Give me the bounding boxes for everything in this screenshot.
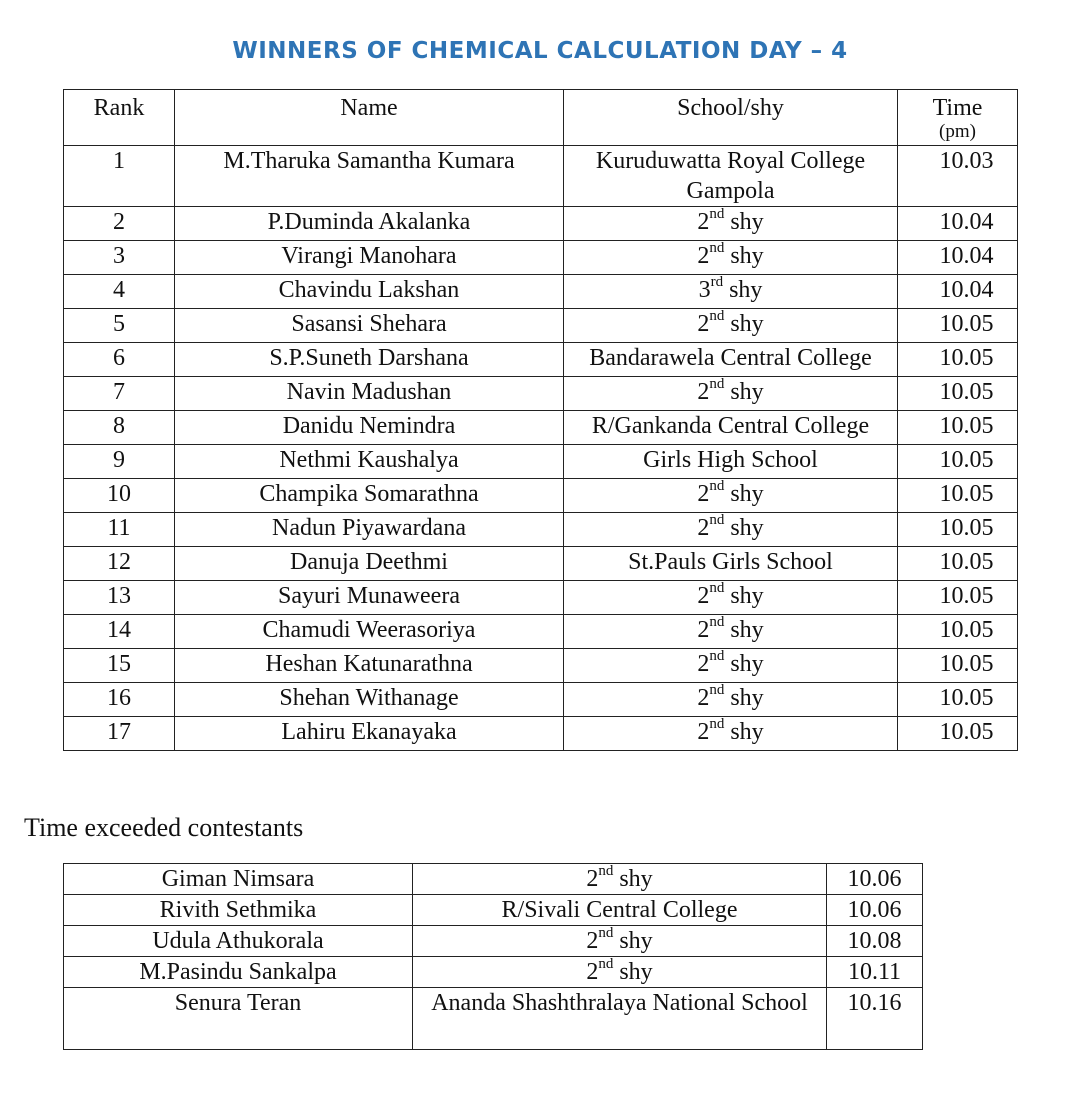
school-shy: shy — [613, 866, 653, 892]
table-row — [64, 445, 1018, 479]
cell-rank: 14 — [64, 615, 175, 649]
cell-time: 10.04 — [898, 275, 1018, 309]
school-shy: shy — [724, 311, 764, 337]
cell-name: Giman Nimsara — [64, 864, 413, 895]
school-ordinal-suffix: nd — [709, 580, 725, 596]
cell-rank: 1 — [64, 146, 175, 207]
cell-school — [564, 241, 898, 275]
cell-name: Danuja Deethmi — [175, 547, 564, 581]
cell-rank: 8 — [64, 411, 175, 445]
school-number: 2 — [697, 311, 710, 337]
school-text: Ananda Shashthralaya National School — [431, 990, 808, 1016]
cell-name: Rivith Sethmika — [64, 895, 413, 926]
cell-school — [564, 547, 898, 581]
cell-name: Danidu Nemindra — [175, 411, 564, 445]
cell-time: 10.05 — [898, 479, 1018, 513]
school-number: 3 — [698, 277, 711, 303]
cell-school — [564, 377, 898, 411]
cell-name: Sasansi Shehara — [175, 309, 564, 343]
school-number: 2 — [697, 583, 710, 609]
cell-school — [564, 445, 898, 479]
cell-time: 10.04 — [898, 207, 1018, 241]
cell-rank: 3 — [64, 241, 175, 275]
cell-name: Heshan Katunarathna — [175, 649, 564, 683]
page-title: WINNERS OF CHEMICAL CALCULATION DAY – 4 — [232, 38, 848, 64]
cell-time: 10.05 — [898, 547, 1018, 581]
cell-school — [413, 864, 827, 895]
table-row — [64, 207, 1018, 241]
header-name: Name — [175, 90, 564, 146]
school-number: 2 — [697, 515, 710, 541]
cell-school — [564, 615, 898, 649]
school-shy: shy — [613, 959, 653, 985]
cell-time: 10.05 — [898, 615, 1018, 649]
cell-time: 10.05 — [898, 683, 1018, 717]
school-ordinal-suffix: nd — [709, 614, 725, 630]
table-row — [64, 683, 1018, 717]
school-ordinal-suffix: nd — [709, 682, 725, 698]
cell-name: P.Duminda Akalanka — [175, 207, 564, 241]
table-row — [64, 275, 1018, 309]
cell-time: 10.08 — [827, 926, 923, 957]
table-row — [64, 309, 1018, 343]
table-row — [64, 895, 923, 926]
table-row — [64, 864, 923, 895]
cell-school — [413, 988, 827, 1050]
school-shy: shy — [724, 685, 764, 711]
school-number: 2 — [697, 209, 710, 235]
cell-rank: 6 — [64, 343, 175, 377]
cell-school — [413, 926, 827, 957]
cell-rank: 10 — [64, 479, 175, 513]
school-number: 2 — [697, 379, 710, 405]
school-shy: shy — [724, 209, 764, 235]
table-row — [64, 377, 1018, 411]
cell-time: 10.05 — [898, 445, 1018, 479]
cell-rank: 7 — [64, 377, 175, 411]
school-number: 2 — [697, 243, 710, 269]
school-ordinal-suffix: rd — [710, 274, 724, 290]
school-text: Kuruduwatta Royal College Gampola — [595, 148, 866, 204]
school-number: 2 — [697, 685, 710, 711]
cell-time: 10.05 — [898, 649, 1018, 683]
cell-name: Chamudi Weerasoriya — [175, 615, 564, 649]
cell-time: 10.05 — [898, 411, 1018, 445]
header-time-unit: (pm) — [939, 121, 976, 142]
school-shy: shy — [724, 515, 764, 541]
cell-school — [564, 343, 898, 377]
cell-name: Nethmi Kaushalya — [175, 445, 564, 479]
exceeded-table — [63, 863, 923, 1050]
cell-name: Navin Madushan — [175, 377, 564, 411]
school-ordinal-suffix: nd — [709, 240, 725, 256]
cell-time: 10.11 — [827, 957, 923, 988]
school-shy: shy — [724, 583, 764, 609]
cell-school — [564, 411, 898, 445]
exceeded-section-label: Time exceeded contestants — [24, 813, 304, 842]
cell-name: Sayuri Munaweera — [175, 581, 564, 615]
table-row — [64, 957, 923, 988]
cell-time: 10.05 — [898, 377, 1018, 411]
table-row — [64, 649, 1018, 683]
header-school: School/shy — [564, 90, 898, 146]
cell-school — [413, 895, 827, 926]
school-shy: shy — [724, 379, 764, 405]
cell-time: 10.04 — [898, 241, 1018, 275]
cell-time: 10.05 — [898, 581, 1018, 615]
school-number: 2 — [697, 481, 710, 507]
school-shy: shy — [724, 719, 764, 745]
table-row — [64, 343, 1018, 377]
cell-name: M.Tharuka Samantha Kumara — [175, 146, 564, 207]
school-text: Bandarawela Central College — [589, 345, 872, 371]
cell-rank: 4 — [64, 275, 175, 309]
cell-time: 10.05 — [898, 309, 1018, 343]
cell-school — [564, 275, 898, 309]
cell-school — [564, 513, 898, 547]
cell-rank: 9 — [64, 445, 175, 479]
cell-rank: 17 — [64, 717, 175, 751]
school-shy: shy — [724, 651, 764, 677]
cell-school — [413, 957, 827, 988]
table-row — [64, 988, 923, 1050]
header-time — [898, 90, 1018, 146]
cell-name: Shehan Withanage — [175, 683, 564, 717]
cell-time: 10.05 — [898, 343, 1018, 377]
school-number: 2 — [586, 959, 599, 985]
cell-time: 10.06 — [827, 864, 923, 895]
cell-school — [564, 717, 898, 751]
school-ordinal-suffix: nd — [709, 206, 725, 222]
cell-school — [564, 207, 898, 241]
winners-header-row — [64, 90, 1018, 146]
cell-name: Udula Athukorala — [64, 926, 413, 957]
school-ordinal-suffix: nd — [709, 376, 725, 392]
table-row — [64, 146, 1018, 207]
cell-school — [564, 309, 898, 343]
cell-school — [564, 581, 898, 615]
school-shy: shy — [613, 928, 653, 954]
table-row — [64, 513, 1018, 547]
cell-rank: 5 — [64, 309, 175, 343]
table-row — [64, 479, 1018, 513]
school-ordinal-suffix: nd — [709, 512, 725, 528]
school-text: R/Gankanda Central College — [591, 413, 870, 439]
cell-school — [564, 146, 898, 207]
school-number: 2 — [586, 928, 599, 954]
school-ordinal-suffix: nd — [598, 925, 614, 941]
school-ordinal-suffix: nd — [709, 716, 725, 732]
school-shy: shy — [724, 481, 764, 507]
cell-name: Champika Somarathna — [175, 479, 564, 513]
header-time-label: Time — [932, 95, 983, 121]
school-number: 2 — [697, 651, 710, 677]
table-row — [64, 926, 923, 957]
table-row — [64, 615, 1018, 649]
school-text: St.Pauls Girls School — [628, 549, 833, 575]
school-ordinal-suffix: nd — [598, 956, 614, 972]
cell-rank: 11 — [64, 513, 175, 547]
cell-time: 10.03 — [898, 146, 1018, 207]
cell-name: S.P.Suneth Darshana — [175, 343, 564, 377]
school-shy: shy — [724, 243, 764, 269]
cell-school — [564, 479, 898, 513]
table-row — [64, 717, 1018, 751]
cell-school — [564, 683, 898, 717]
cell-rank: 13 — [64, 581, 175, 615]
cell-name: Nadun Piyawardana — [175, 513, 564, 547]
cell-rank: 2 — [64, 207, 175, 241]
cell-rank: 12 — [64, 547, 175, 581]
cell-name: Lahiru Ekanayaka — [175, 717, 564, 751]
cell-name: Chavindu Lakshan — [175, 275, 564, 309]
cell-time: 10.16 — [827, 988, 923, 1050]
cell-rank: 15 — [64, 649, 175, 683]
table-row — [64, 547, 1018, 581]
school-ordinal-suffix: nd — [709, 308, 725, 324]
school-number: 2 — [697, 719, 710, 745]
cell-school — [564, 649, 898, 683]
cell-name: Senura Teran — [64, 988, 413, 1050]
cell-time: 10.05 — [898, 513, 1018, 547]
school-ordinal-suffix: nd — [709, 478, 725, 494]
school-shy: shy — [724, 617, 764, 643]
school-number: 2 — [586, 866, 599, 892]
cell-rank: 16 — [64, 683, 175, 717]
winners-table — [63, 89, 1018, 751]
cell-time: 10.06 — [827, 895, 923, 926]
header-rank: Rank — [64, 90, 175, 146]
cell-time: 10.05 — [898, 717, 1018, 751]
cell-name: M.Pasindu Sankalpa — [64, 957, 413, 988]
school-ordinal-suffix: nd — [598, 863, 614, 879]
school-shy: shy — [723, 277, 763, 303]
table-row — [64, 411, 1018, 445]
table-row — [64, 581, 1018, 615]
table-row — [64, 241, 1018, 275]
cell-name: Virangi Manohara — [175, 241, 564, 275]
school-text: R/Sivali Central College — [501, 897, 738, 923]
school-number: 2 — [697, 617, 710, 643]
school-ordinal-suffix: nd — [709, 648, 725, 664]
school-text: Girls High School — [643, 447, 818, 473]
